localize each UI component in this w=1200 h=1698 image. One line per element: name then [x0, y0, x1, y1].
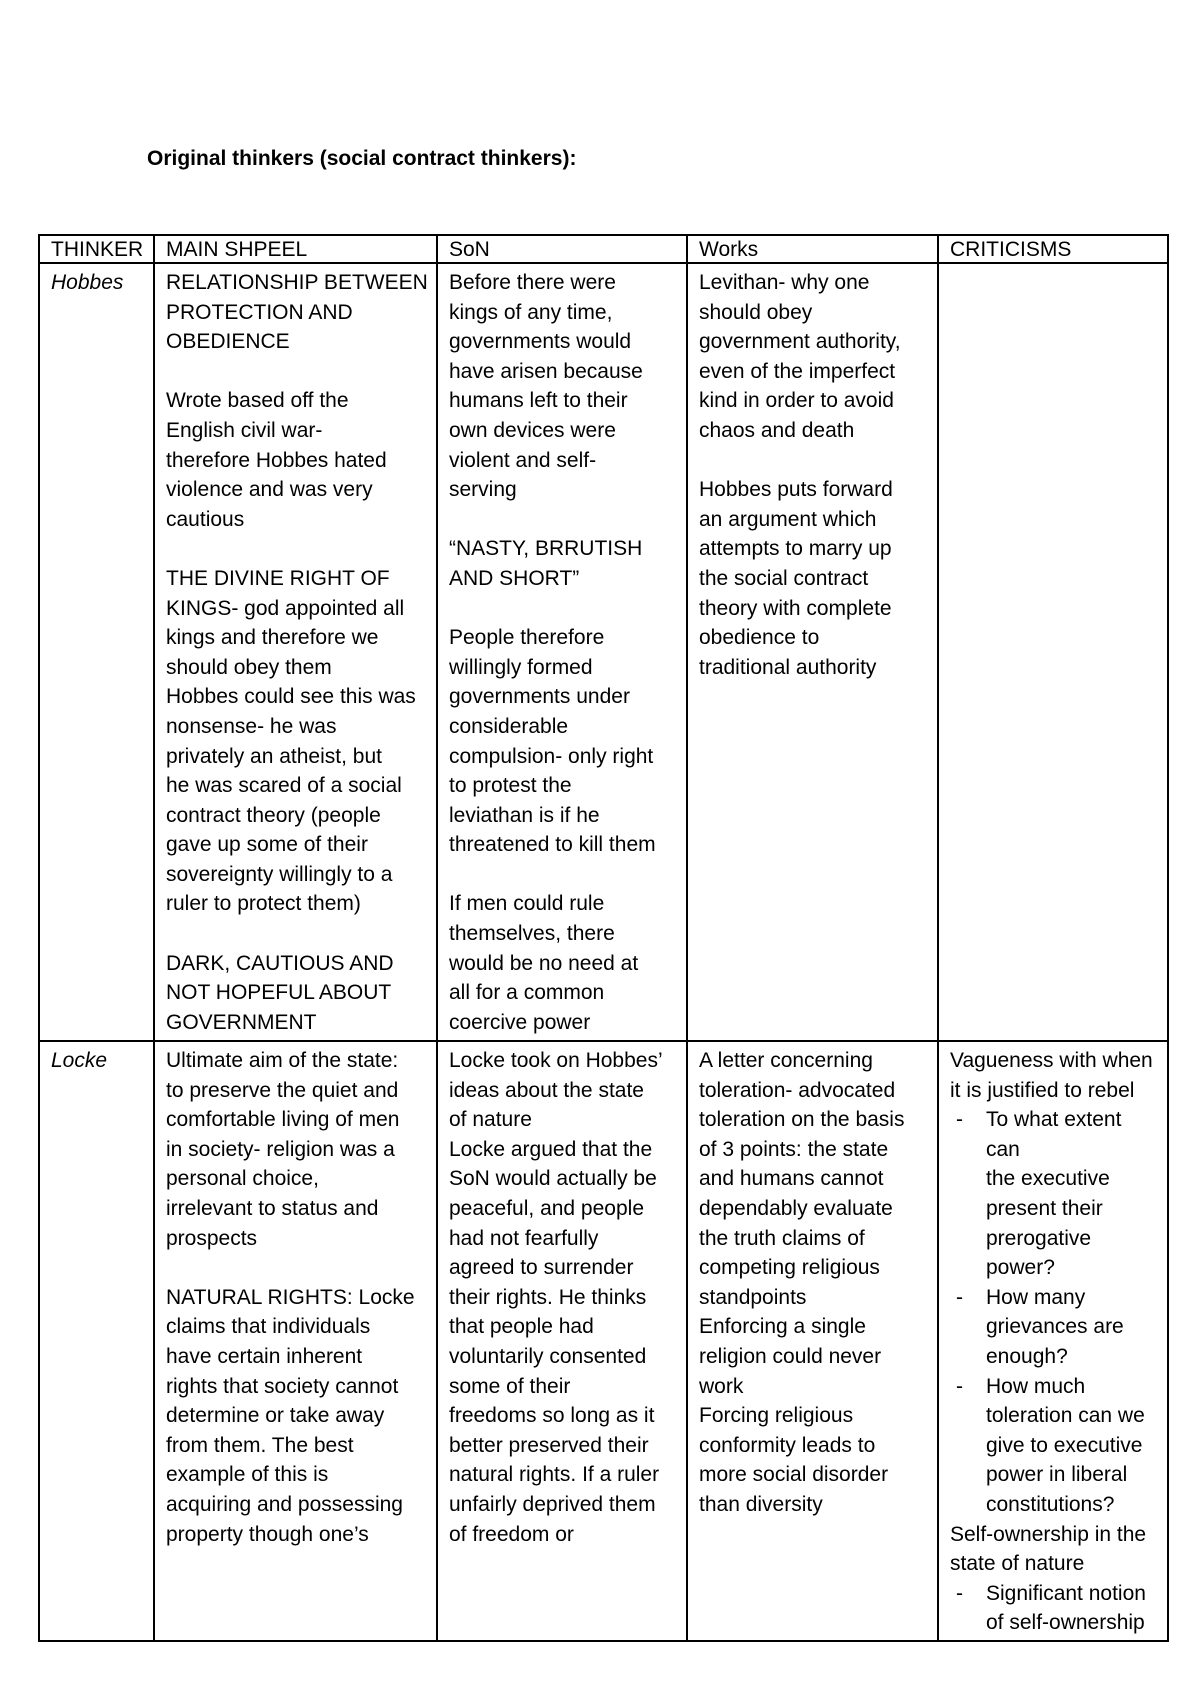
thinkers-table [38, 234, 1169, 1642]
table-row-hobbes [39, 263, 1168, 1041]
thinker-name: Hobbes [39, 263, 154, 1041]
criticism-bullet: - Significant notion of self-ownership [950, 1579, 1159, 1638]
main-paragraph: RELATIONSHIP BETWEEN PROTECTION AND OBEDIENCE [166, 271, 428, 354]
criticism-bullet: - To what extent can the executive present their prerogative power? [950, 1105, 1159, 1283]
header-main-shpeel: MAIN SHPEEL [154, 235, 437, 263]
criticism-intro: Self-ownership in the state of nature [950, 1522, 1147, 1576]
son-paragraph: Locke took on Hobbes’ ideas about the state of nature Locke argued that the SoN would actually be peaceful, and people had not fearfully agreed to surrender their rights. He thinks that people had voluntarily consented some of their freedoms so long as it better preserved their natural rights. If a ruler unfairly deprived them of freedom or [449, 1049, 663, 1546]
criticism-list [950, 1579, 1159, 1638]
works-paragraph: Levithan- why one should obey government authority, even of the imperfect kind in order to avoid chaos and death [699, 271, 901, 442]
main-paragraph: Wrote based off the English civil war- therefore Hobbes hated violence and was very cautious [166, 389, 387, 531]
criticism-bullet: - How many grievances are enough? [950, 1283, 1159, 1372]
works-paragraph: A letter concerning toleration- advocated toleration on the basis of 3 points: the state and humans cannot dependably evaluate the truth claims of competing religious standpoints Enforcing a single religion could never work Forcing religious conformity leads to more social disorder than diversity [699, 1049, 905, 1516]
criticism-list [950, 1105, 1159, 1519]
table-row-locke [39, 1041, 1168, 1641]
header-thinker: THINKER [39, 235, 154, 263]
criticisms-cell [938, 1041, 1168, 1641]
thinker-name: Locke [39, 1041, 154, 1641]
header-works: Works [687, 235, 938, 263]
son-paragraph: If men could rule themselves, there would be no need at all for a common coercive power [449, 892, 639, 1034]
main-paragraph: NATURAL RIGHTS: Locke claims that individuals have certain inherent rights that society cannot determine or take away from them. The best example of this is acquiring and possessing property though one’s [166, 1285, 415, 1546]
son-cell [437, 1041, 687, 1641]
page-heading: Original thinkers (social contract thinkers): [147, 147, 577, 170]
table-header-row [39, 235, 1168, 263]
son-cell [437, 263, 687, 1041]
main-paragraph: THE DIVINE RIGHT OF KINGS- god appointed all kings and therefore we should obey them Hobbes could see this was nonsense- he was privately an atheist, but he was scared of a social contract theory (people gave up some of their sovereignty willingly to a ruler to protect them) [166, 566, 416, 916]
main-shpeel-cell [154, 263, 437, 1041]
criticism-intro: Vagueness with when it is justified to rebel [950, 1049, 1153, 1102]
works-cell [687, 263, 938, 1041]
header-son: SoN [437, 235, 687, 263]
son-paragraph: “NASTY, BRRUTISH AND SHORT” [449, 537, 643, 590]
works-paragraph: Hobbes puts forward an argument which attempts to marry up the social contract theory with complete obedience to traditional authority [699, 478, 893, 679]
header-criticisms: CRITICISMS [938, 235, 1168, 263]
criticisms-cell [938, 263, 1168, 1041]
works-cell [687, 1041, 938, 1641]
son-paragraph: Before there were kings of any time, governments would have arisen because humans left to their own devices were violent and self- serving [449, 271, 643, 502]
main-shpeel-cell [154, 1041, 437, 1641]
son-paragraph: People therefore willingly formed governments under considerable compulsion- only right to protest the leviathan is if he threatened to kill them [449, 626, 656, 857]
criticism-bullet: - How much toleration can we give to executive power in liberal constitutions? [950, 1372, 1159, 1520]
main-paragraph: DARK, CAUTIOUS AND NOT HOPEFUL ABOUT GOVERNMENT [166, 951, 394, 1034]
main-paragraph: Ultimate aim of the state: to preserve the quiet and comfortable living of men in society- religion was a personal choice, irrelevant to status and prospects [166, 1049, 400, 1250]
